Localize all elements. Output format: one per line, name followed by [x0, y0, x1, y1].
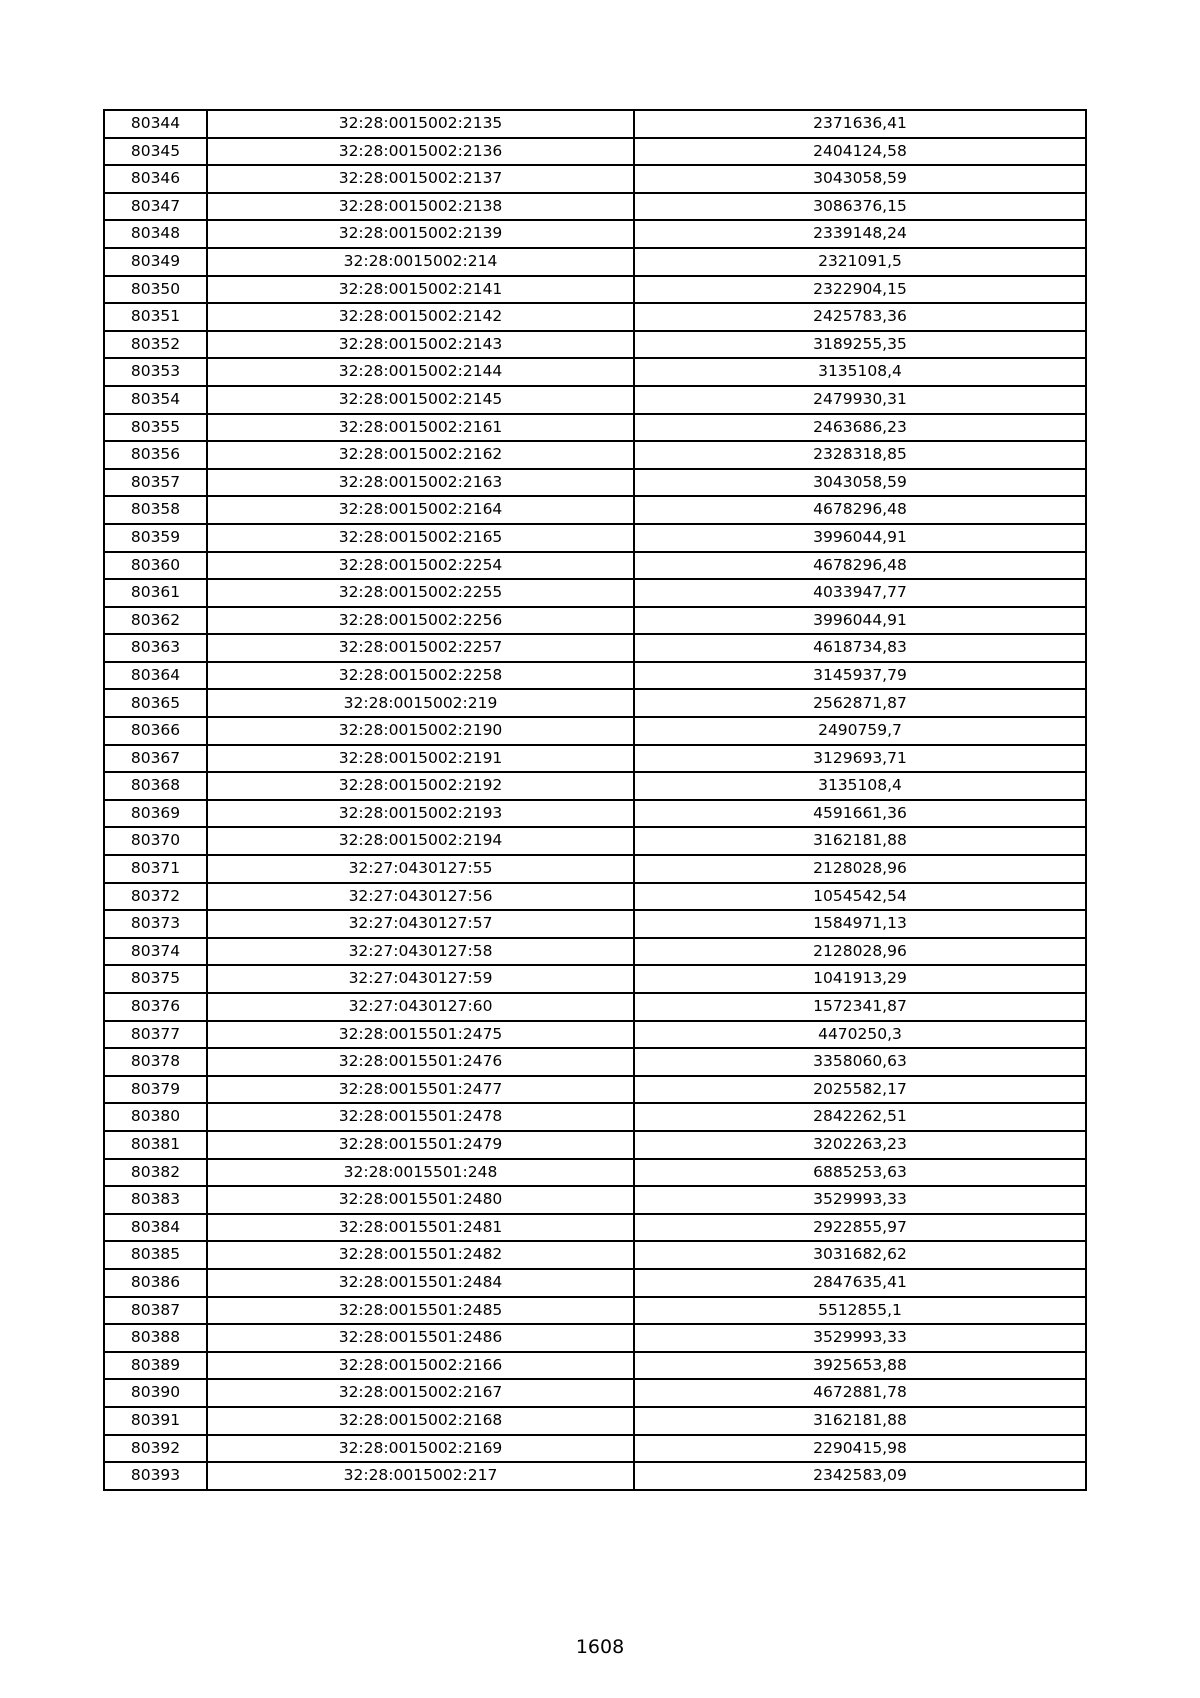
row-number-cell: 80388 — [104, 1324, 207, 1352]
row-number-cell: 80373 — [104, 910, 207, 938]
value-cell: 2463686,23 — [634, 414, 1086, 442]
row-number-cell: 80390 — [104, 1379, 207, 1407]
cadastral-number-cell: 32:28:0015002:2136 — [207, 138, 634, 166]
value-cell: 2842262,51 — [634, 1103, 1086, 1131]
cadastral-number-cell: 32:28:0015002:2145 — [207, 386, 634, 414]
table-row — [104, 579, 1086, 607]
row-number-cell: 80387 — [104, 1297, 207, 1325]
cadastral-number-cell: 32:28:0015002:2142 — [207, 303, 634, 331]
cadastral-number-cell: 32:28:0015002:2166 — [207, 1352, 634, 1380]
value-cell: 4033947,77 — [634, 579, 1086, 607]
value-cell: 2321091,5 — [634, 248, 1086, 276]
value-cell: 2128028,96 — [634, 855, 1086, 883]
row-number-cell: 80371 — [104, 855, 207, 883]
cadastral-number-cell: 32:27:0430127:60 — [207, 993, 634, 1021]
row-number-cell: 80359 — [104, 524, 207, 552]
table-row — [104, 441, 1086, 469]
table-row — [104, 358, 1086, 386]
row-number-cell: 80354 — [104, 386, 207, 414]
row-number-cell: 80383 — [104, 1186, 207, 1214]
cadastral-number-cell: 32:28:0015501:2476 — [207, 1048, 634, 1076]
row-number-cell: 80368 — [104, 772, 207, 800]
row-number-cell: 80361 — [104, 579, 207, 607]
row-number-cell: 80367 — [104, 745, 207, 773]
value-cell: 4470250,3 — [634, 1021, 1086, 1049]
cadastral-number-cell: 32:28:0015002:214 — [207, 248, 634, 276]
row-number-cell: 80345 — [104, 138, 207, 166]
value-cell: 3529993,33 — [634, 1186, 1086, 1214]
table-row — [104, 138, 1086, 166]
row-number-cell: 80358 — [104, 496, 207, 524]
table-row — [104, 276, 1086, 304]
row-number-cell: 80364 — [104, 662, 207, 690]
table-row — [104, 1435, 1086, 1463]
row-number-cell: 80347 — [104, 193, 207, 221]
value-cell: 3162181,88 — [634, 827, 1086, 855]
cadastral-number-cell: 32:28:0015002:2161 — [207, 414, 634, 442]
cadastral-number-cell: 32:28:0015002:2162 — [207, 441, 634, 469]
value-cell: 3189255,35 — [634, 331, 1086, 359]
cadastral-number-cell: 32:27:0430127:56 — [207, 883, 634, 911]
row-number-cell: 80355 — [104, 414, 207, 442]
cadastral-number-cell: 32:28:0015002:2169 — [207, 1435, 634, 1463]
value-cell: 2128028,96 — [634, 938, 1086, 966]
table-row — [104, 1076, 1086, 1104]
row-number-cell: 80379 — [104, 1076, 207, 1104]
cadastral-number-cell: 32:28:0015501:2481 — [207, 1214, 634, 1242]
table-row — [104, 993, 1086, 1021]
cadastral-number-cell: 32:28:0015501:2477 — [207, 1076, 634, 1104]
cadastral-number-cell: 32:27:0430127:58 — [207, 938, 634, 966]
cadastral-number-cell: 32:27:0430127:59 — [207, 965, 634, 993]
row-number-cell: 80360 — [104, 552, 207, 580]
value-cell: 3162181,88 — [634, 1407, 1086, 1435]
value-cell: 3358060,63 — [634, 1048, 1086, 1076]
table-row — [104, 1214, 1086, 1242]
table-row — [104, 1186, 1086, 1214]
value-cell: 3086376,15 — [634, 193, 1086, 221]
cadastral-number-cell: 32:28:0015002:2139 — [207, 220, 634, 248]
cadastral-number-cell: 32:28:0015002:2191 — [207, 745, 634, 773]
table-row — [104, 1462, 1086, 1490]
table-row — [104, 1297, 1086, 1325]
value-cell: 1584971,13 — [634, 910, 1086, 938]
row-number-cell: 80391 — [104, 1407, 207, 1435]
table-row — [104, 1241, 1086, 1269]
row-number-cell: 80375 — [104, 965, 207, 993]
table-row — [104, 1352, 1086, 1380]
row-number-cell: 80386 — [104, 1269, 207, 1297]
value-cell: 2322904,15 — [634, 276, 1086, 304]
cadastral-number-cell: 32:28:0015501:2478 — [207, 1103, 634, 1131]
value-cell: 2490759,7 — [634, 717, 1086, 745]
table-row — [104, 1159, 1086, 1187]
value-cell: 3925653,88 — [634, 1352, 1086, 1380]
table-row — [104, 1324, 1086, 1352]
value-cell: 4618734,83 — [634, 634, 1086, 662]
table-row — [104, 827, 1086, 855]
cadastral-number-cell: 32:28:0015002:2193 — [207, 800, 634, 828]
row-number-cell: 80346 — [104, 165, 207, 193]
value-cell: 2404124,58 — [634, 138, 1086, 166]
row-number-cell: 80348 — [104, 220, 207, 248]
cadastral-number-cell: 32:28:0015501:2475 — [207, 1021, 634, 1049]
cadastral-number-cell: 32:28:0015002:217 — [207, 1462, 634, 1490]
row-number-cell: 80378 — [104, 1048, 207, 1076]
value-cell: 2847635,41 — [634, 1269, 1086, 1297]
table-row — [104, 965, 1086, 993]
row-number-cell: 80372 — [104, 883, 207, 911]
value-cell: 3043058,59 — [634, 165, 1086, 193]
table-row — [104, 662, 1086, 690]
cadastral-number-cell: 32:28:0015002:219 — [207, 689, 634, 717]
table-row — [104, 496, 1086, 524]
table-row — [104, 1379, 1086, 1407]
row-number-cell: 80384 — [104, 1214, 207, 1242]
table-row — [104, 165, 1086, 193]
value-cell: 2371636,41 — [634, 110, 1086, 138]
cadastral-number-cell: 32:28:0015002:2254 — [207, 552, 634, 580]
cadastral-number-cell: 32:28:0015002:2194 — [207, 827, 634, 855]
table-row — [104, 607, 1086, 635]
table-row — [104, 1103, 1086, 1131]
table-row — [104, 745, 1086, 773]
row-number-cell: 80385 — [104, 1241, 207, 1269]
table-row — [104, 1407, 1086, 1435]
row-number-cell: 80392 — [104, 1435, 207, 1463]
cadastral-number-cell: 32:28:0015501:248 — [207, 1159, 634, 1187]
table-row — [104, 1048, 1086, 1076]
value-cell: 4591661,36 — [634, 800, 1086, 828]
table-row — [104, 883, 1086, 911]
value-cell: 2328318,85 — [634, 441, 1086, 469]
value-cell: 2025582,17 — [634, 1076, 1086, 1104]
row-number-cell: 80377 — [104, 1021, 207, 1049]
value-cell: 3996044,91 — [634, 524, 1086, 552]
value-cell: 6885253,63 — [634, 1159, 1086, 1187]
row-number-cell: 80370 — [104, 827, 207, 855]
value-cell: 4672881,78 — [634, 1379, 1086, 1407]
value-cell: 2479930,31 — [634, 386, 1086, 414]
value-cell: 3135108,4 — [634, 358, 1086, 386]
cadastral-number-cell: 32:28:0015002:2141 — [207, 276, 634, 304]
value-cell: 3145937,79 — [634, 662, 1086, 690]
row-number-cell: 80366 — [104, 717, 207, 745]
table-row — [104, 717, 1086, 745]
cadastral-number-cell: 32:28:0015501:2486 — [207, 1324, 634, 1352]
value-cell: 2339148,24 — [634, 220, 1086, 248]
cadastral-number-cell: 32:28:0015002:2255 — [207, 579, 634, 607]
cadastral-number-cell: 32:28:0015002:2256 — [207, 607, 634, 635]
value-cell: 1572341,87 — [634, 993, 1086, 1021]
value-cell: 3996044,91 — [634, 607, 1086, 635]
table-row — [104, 331, 1086, 359]
value-cell: 5512855,1 — [634, 1297, 1086, 1325]
table-row — [104, 689, 1086, 717]
cadastral-number-cell: 32:27:0430127:55 — [207, 855, 634, 883]
cadastral-number-cell: 32:28:0015002:2257 — [207, 634, 634, 662]
table-row — [104, 938, 1086, 966]
value-cell: 3031682,62 — [634, 1241, 1086, 1269]
row-number-cell: 80351 — [104, 303, 207, 331]
table-row — [104, 303, 1086, 331]
value-cell: 1054542,54 — [634, 883, 1086, 911]
cadastral-number-cell: 32:27:0430127:57 — [207, 910, 634, 938]
cadastral-number-cell: 32:28:0015002:2192 — [207, 772, 634, 800]
table-row — [104, 248, 1086, 276]
value-cell: 2562871,87 — [634, 689, 1086, 717]
row-number-cell: 80365 — [104, 689, 207, 717]
cadastral-number-cell: 32:28:0015002:2165 — [207, 524, 634, 552]
cadastral-number-cell: 32:28:0015002:2143 — [207, 331, 634, 359]
cadastral-number-cell: 32:28:0015002:2167 — [207, 1379, 634, 1407]
table-row — [104, 193, 1086, 221]
row-number-cell: 80352 — [104, 331, 207, 359]
value-cell: 4678296,48 — [634, 552, 1086, 580]
table-row — [104, 1021, 1086, 1049]
row-number-cell: 80376 — [104, 993, 207, 1021]
table-row — [104, 552, 1086, 580]
value-cell: 3043058,59 — [634, 469, 1086, 497]
row-number-cell: 80380 — [104, 1103, 207, 1131]
table-row — [104, 800, 1086, 828]
row-number-cell: 80350 — [104, 276, 207, 304]
row-number-cell: 80374 — [104, 938, 207, 966]
row-number-cell: 80393 — [104, 1462, 207, 1490]
table-row — [104, 1269, 1086, 1297]
table-row — [104, 110, 1086, 138]
cadastral-number-cell: 32:28:0015501:2479 — [207, 1131, 634, 1159]
value-cell: 3135108,4 — [634, 772, 1086, 800]
table-row — [104, 414, 1086, 442]
table-row — [104, 1131, 1086, 1159]
table-row — [104, 634, 1086, 662]
row-number-cell: 80369 — [104, 800, 207, 828]
table-row — [104, 772, 1086, 800]
row-number-cell: 80349 — [104, 248, 207, 276]
cadastral-number-cell: 32:28:0015501:2480 — [207, 1186, 634, 1214]
value-cell: 2342583,09 — [634, 1462, 1086, 1490]
value-cell: 2425783,36 — [634, 303, 1086, 331]
cadastral-number-cell: 32:28:0015002:2258 — [207, 662, 634, 690]
value-cell: 1041913,29 — [634, 965, 1086, 993]
cadastral-number-cell: 32:28:0015002:2164 — [207, 496, 634, 524]
cadastral-number-cell: 32:28:0015002:2168 — [207, 1407, 634, 1435]
cadastral-number-cell: 32:28:0015501:2482 — [207, 1241, 634, 1269]
data-table — [103, 109, 1087, 1491]
table-row — [104, 220, 1086, 248]
row-number-cell: 80382 — [104, 1159, 207, 1187]
value-cell: 3529993,33 — [634, 1324, 1086, 1352]
table-row — [104, 469, 1086, 497]
row-number-cell: 80357 — [104, 469, 207, 497]
cadastral-number-cell: 32:28:0015002:2144 — [207, 358, 634, 386]
cadastral-number-cell: 32:28:0015002:2190 — [207, 717, 634, 745]
value-cell: 2290415,98 — [634, 1435, 1086, 1463]
row-number-cell: 80389 — [104, 1352, 207, 1380]
cadastral-number-cell: 32:28:0015002:2138 — [207, 193, 634, 221]
row-number-cell: 80362 — [104, 607, 207, 635]
cadastral-number-cell: 32:28:0015002:2163 — [207, 469, 634, 497]
table-body — [104, 110, 1086, 1490]
table-row — [104, 386, 1086, 414]
value-cell: 4678296,48 — [634, 496, 1086, 524]
value-cell: 3129693,71 — [634, 745, 1086, 773]
cadastral-number-cell: 32:28:0015002:2135 — [207, 110, 634, 138]
table-row — [104, 910, 1086, 938]
row-number-cell: 80353 — [104, 358, 207, 386]
row-number-cell: 80356 — [104, 441, 207, 469]
table-row — [104, 524, 1086, 552]
row-number-cell: 80381 — [104, 1131, 207, 1159]
value-cell: 2922855,97 — [634, 1214, 1086, 1242]
value-cell: 3202263,23 — [634, 1131, 1086, 1159]
page-number: 1608 — [575, 1636, 625, 1658]
cadastral-number-cell: 32:28:0015002:2137 — [207, 165, 634, 193]
table-row — [104, 855, 1086, 883]
cadastral-number-cell: 32:28:0015501:2484 — [207, 1269, 634, 1297]
cadastral-number-cell: 32:28:0015501:2485 — [207, 1297, 634, 1325]
row-number-cell: 80344 — [104, 110, 207, 138]
row-number-cell: 80363 — [104, 634, 207, 662]
